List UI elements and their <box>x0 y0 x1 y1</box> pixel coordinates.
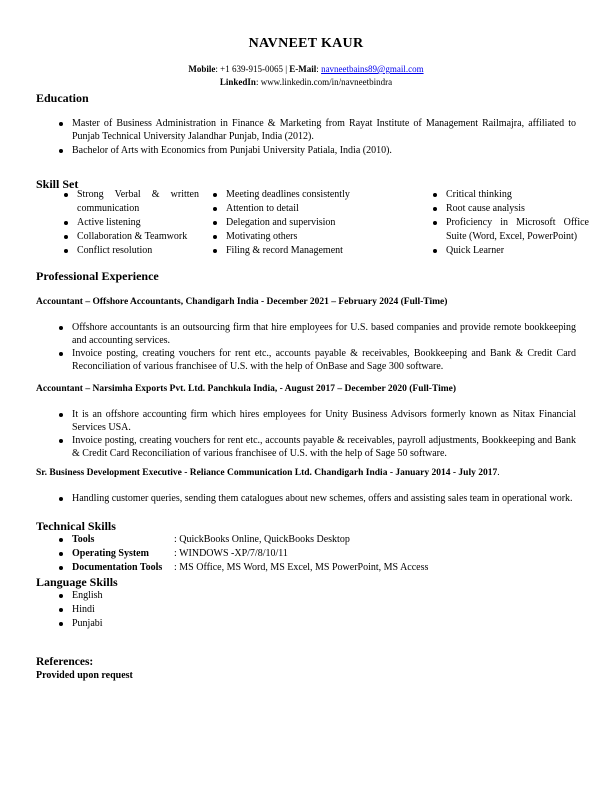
job-title: Accountant – Narsimha Exports Pvt. Ltd. Panchkula India, - August 2017 – December 2020 (Full-Time) <box>36 384 457 394</box>
skills-column-1 <box>63 188 199 258</box>
technical-key: Documentation Tools <box>72 562 163 573</box>
skills-heading: Skill Set <box>36 177 79 191</box>
references-text: Provided upon request <box>36 670 133 681</box>
mobile-number: : +1 639-915-0065 | <box>215 64 290 74</box>
job-bullet: Handling customer queries, sending them catalogues about new schemes, offers and assisting sales team in operational work. <box>58 492 576 505</box>
references-heading: References: <box>36 656 94 668</box>
technical-item <box>58 547 428 561</box>
mobile-label: Mobile <box>188 64 216 74</box>
technical-value: : MS Office, MS Word, MS Excel, MS PowerPoint, MS Access <box>174 562 429 573</box>
language-item: English <box>58 589 103 603</box>
candidate-name: NAVNEET KAUR <box>248 36 364 51</box>
education-item: Bachelor of Arts with Economics from Punjabi University Patiala, India (2010). <box>58 144 576 157</box>
language-item: Hindi <box>58 603 103 617</box>
skill-item: Proficiency in Microsoft Office Suite (Word, Excel, PowerPoint) <box>432 216 589 244</box>
skill-item: Filing & record Management <box>212 244 412 258</box>
email-separator: : <box>316 64 322 74</box>
skill-item: Collaboration & Teamwork <box>63 230 199 244</box>
skill-item: Attention to detail <box>212 202 412 216</box>
language-heading: Language Skills <box>36 575 118 589</box>
contact-line <box>0 63 612 76</box>
email-link[interactable]: navneetbains89@gmail.com <box>321 64 424 74</box>
technical-value: : WINDOWS -XP/7/8/10/11 <box>174 548 288 559</box>
job-title: Sr. Business Development Executive - Reliance Communication Ltd. Chandigarh India - January 2014 - July 2017 <box>36 468 498 478</box>
technical-list <box>58 533 428 575</box>
job-bullets <box>58 321 576 373</box>
job-bullet: It is an offshore accounting firm which hires employees for Unity Business Advisors formerly known as Nitax Financial Services USA. <box>58 408 576 434</box>
language-list <box>58 589 103 631</box>
email-label: E-Mail <box>289 64 317 74</box>
language-item: Punjabi <box>58 617 103 631</box>
job-bullet: Invoice posting, creating vouchers for rent etc., accounts payable & receivables, Bookkeeping and Bank & Credit Card Reconciliation of various franchisee of U.S. with the help of OnBase and Sage 300 software. <box>58 347 576 373</box>
education-item: Master of Business Administration in Finance & Marketing from Rayat Institute of Management Railmajra, affiliated to Punjab Technical University Jalandhar Punjab, India (2012). <box>58 117 576 143</box>
linkedin-label: LinkedIn <box>219 77 256 87</box>
education-heading: Education <box>36 91 89 105</box>
job-bullets <box>58 408 576 460</box>
job-bullet: Invoice posting, creating vouchers for rent etc., accounts payable & receivables, payroll adjustments, Bookkeeping and Bank & Credit Card Reconciliation of various franchisee of U.S. with the help of Sage 50 software. <box>58 434 576 460</box>
technical-item <box>58 533 428 547</box>
job-bullets <box>58 492 576 505</box>
skill-item: Critical thinking <box>432 188 589 202</box>
skill-item: Quick Learner <box>432 244 589 258</box>
skill-item: Conflict resolution <box>63 244 199 258</box>
skill-item: Active listening <box>63 216 199 230</box>
skill-item: Root cause analysis <box>432 202 589 216</box>
technical-heading: Technical Skills <box>36 519 116 533</box>
skill-item: Strong Verbal & written communication <box>63 188 199 216</box>
job-title-line <box>36 467 500 480</box>
skill-item: Delegation and supervision <box>212 216 412 230</box>
skill-item: Meeting deadlines consistently <box>212 188 412 202</box>
education-list <box>58 117 576 157</box>
technical-value: : QuickBooks Online, QuickBooks Desktop <box>174 534 350 545</box>
skill-item: Motivating others <box>212 230 412 244</box>
job-title: Accountant – Offshore Accountants, Chandigarh India - December 2021 – February 2024 (Full-Time) <box>36 297 448 307</box>
skills-column-2 <box>212 188 412 258</box>
technical-key: Tools <box>72 534 95 545</box>
job-bullet: Offshore accountants is an outsourcing firm that hire employees for U.S. based companies and provide remote bookkeeping and accounting services. <box>58 321 576 347</box>
linkedin-url: : www.linkedin.com/in/navneetbindra <box>255 77 393 87</box>
skills-column-3 <box>432 188 589 258</box>
experience-heading: Professional Experience <box>36 269 159 283</box>
technical-key: Operating System <box>72 548 149 559</box>
linkedin-line <box>0 76 612 89</box>
technical-item <box>58 561 428 575</box>
job-title-suffix: . <box>497 468 500 478</box>
